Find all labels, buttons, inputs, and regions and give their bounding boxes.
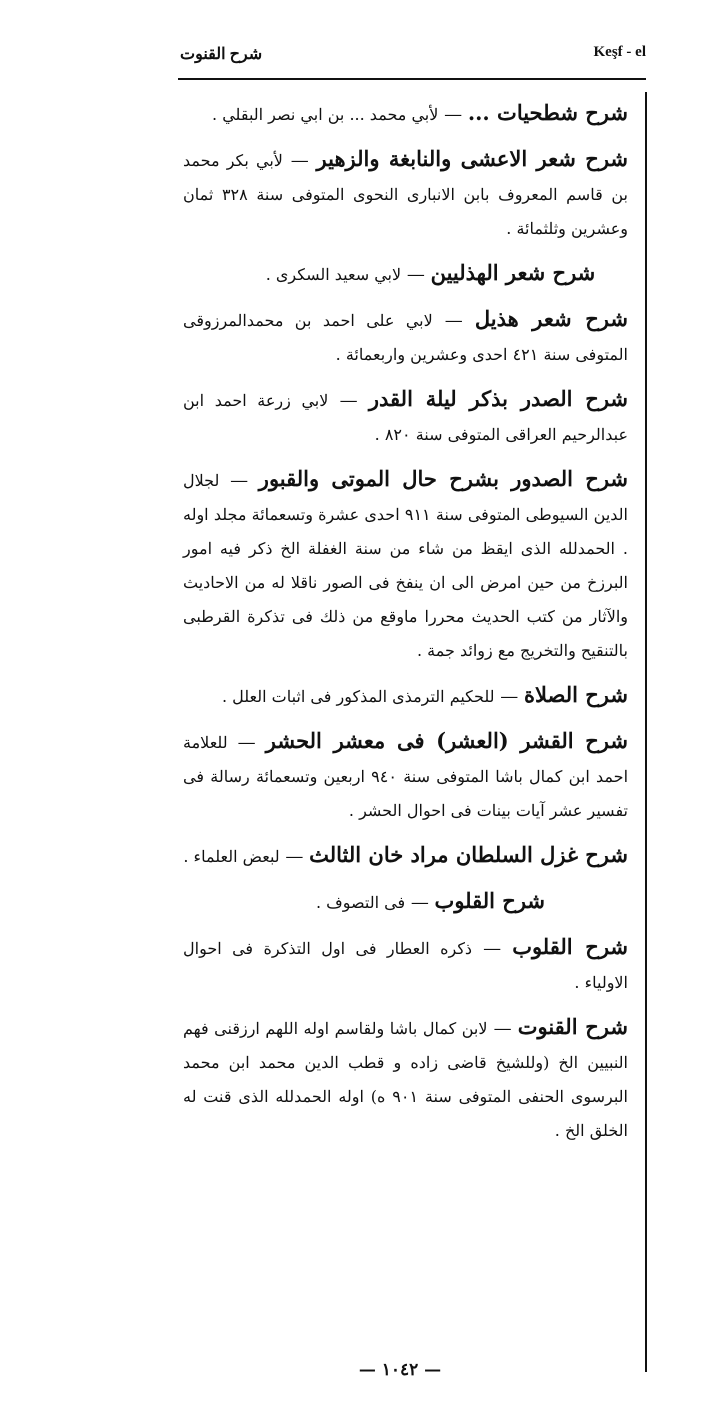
margin-rule xyxy=(645,92,647,1372)
entry-head: شرح شطحيات ... xyxy=(467,100,628,125)
entry-head: شرح الصلاة xyxy=(523,682,628,707)
entry xyxy=(183,142,628,246)
entry xyxy=(183,382,628,452)
entry-body: لجلال الدين السيوطى المتوفى سنة ٩١١ احدى عشرة وتسعمائة مجلد اوله . الحمدلله الذى ايقظ من شاء من سنة الغفلة الخ ذكر فيه امور البرزخ من حين امرض الى ان ينفخ فى الصور ناقلا له من الاحاديث والآثار من كتب الحديث محررا ماوقع من ذلك فى تذكرة القرطبى بالتنقيح والتخريج مع زوائد جمة . xyxy=(183,471,628,660)
entry-body: لابن كمال باشا ولقاسم اوله اللهم ارزقنى فهم النبيين الخ (وللشيخ قاضى زاده و قطب الدين محمد ابن محمد البرسوى الحنفى المتوفى سنة ٩٠١ ه) اوله الحمدلله الذى قنت له الخلق الخ . xyxy=(183,1019,628,1140)
entry-head: شرح القلوب xyxy=(434,888,546,913)
entry-body: فى التصوف . xyxy=(315,893,406,912)
entry-head: شرح شعر الهذليين xyxy=(430,260,596,285)
entry-head: شرح الصدر بذكر ليلة القدر xyxy=(368,386,628,411)
entry-sep: — xyxy=(432,310,475,331)
entry-body: لابي على احمد بن محمدالمرزوقى المتوفى سنة ٤٢١ احدى وعشرين واربعمائة . xyxy=(183,311,628,364)
entry-sep: — xyxy=(219,470,259,491)
entry-head: شرح غزل السلطان مراد خان الثالث xyxy=(309,842,628,867)
entry-sep: — xyxy=(472,938,513,959)
entry-sep: — xyxy=(405,892,435,913)
entry xyxy=(183,838,628,874)
entry-body: للعلامة احمد ابن كمال باشا المتوفى سنة ٩٤٠ اربعين وتسعمائة رسالة فى تفسير عشر آيات بينات فى احوال الحشر . xyxy=(183,733,629,820)
entry xyxy=(183,884,628,920)
entry-body: لأبي محمد ... بن ابي نصر البقلي . xyxy=(212,105,439,124)
entry xyxy=(183,96,628,132)
running-title-latin: Keşf - el xyxy=(593,44,646,60)
entry xyxy=(183,302,628,372)
entry xyxy=(183,462,628,668)
header-rule xyxy=(178,78,646,80)
entry-sep: — xyxy=(401,264,431,285)
page-header xyxy=(180,42,646,72)
entry-body: لابي سعيد السكرى . xyxy=(265,265,402,284)
entry xyxy=(183,678,628,714)
entry-head: شرح شعر الاعشى والنابغة والزهير xyxy=(316,146,628,171)
page-number: — ١٠٤٢ — xyxy=(358,1360,442,1380)
entry-body: لبعض العلماء . xyxy=(183,847,280,866)
entry-body: لابي زرعة احمد ابن عبدالرحيم العراقى المتوفى سنة ٨٢٠ . xyxy=(183,391,628,444)
entry-head: شرح الصدور بشرح حال الموتى والقبور xyxy=(258,466,629,491)
entry-sep: — xyxy=(438,104,468,125)
entry xyxy=(183,930,628,1000)
entries-column xyxy=(183,96,628,1158)
entry-sep: — xyxy=(282,150,317,171)
entry xyxy=(183,256,628,292)
entry-head: شرح القنوت xyxy=(517,1014,628,1039)
entry-head: شرح القلوب xyxy=(512,934,628,959)
entry-body: ذكره العطار فى اول التذكرة فى احوال الاولياء . xyxy=(183,939,628,992)
entry-sep: — xyxy=(328,390,369,411)
entry-body: للحكيم الترمذى المذكور فى اثبات العلل . xyxy=(221,687,495,706)
entry xyxy=(183,724,628,828)
entry-sep: — xyxy=(279,846,310,867)
entry-head: شرح شعر هذيل xyxy=(474,306,628,331)
running-title-arabic: شرح القنوت xyxy=(180,46,263,63)
entry-sep: — xyxy=(494,686,524,707)
entry-body: لأبي بكر محمد بن قاسم المعروف بابن الانبارى النحوى المتوفى سنة ٣٢٨ ثمان وعشرين وثلثمائة . xyxy=(183,151,628,238)
entry-sep: — xyxy=(487,1018,518,1039)
entry xyxy=(183,1010,628,1148)
entry-head: شرح القشر (العشر) فى معشر الحشر xyxy=(265,728,628,753)
entry-sep: — xyxy=(227,732,266,753)
